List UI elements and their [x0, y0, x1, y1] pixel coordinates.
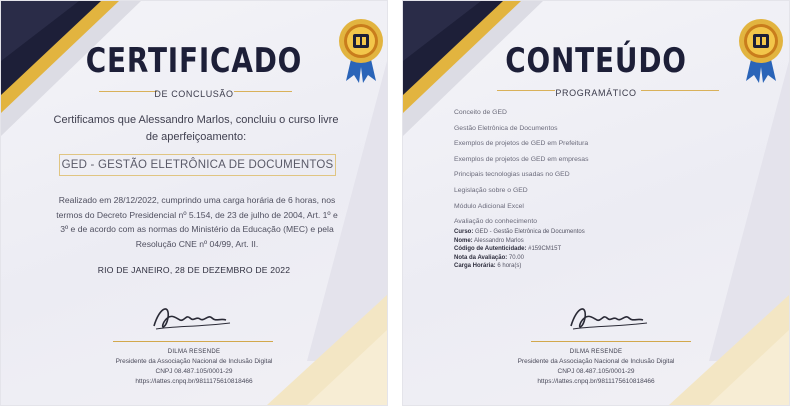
detail-value: Alessandro Marlos: [474, 237, 524, 244]
content-title: CONTEÚDO: [505, 41, 687, 81]
signer-role: Presidente da Associação Nacional de Inclusão Digital: [115, 358, 273, 365]
certificate-page: [0, 0, 388, 406]
certificate-title: CERTIFICADO: [85, 41, 303, 81]
signer-lattes-link: https://lattes.cnpq.br/9811175610818466: [537, 378, 655, 385]
certificate-footer: [1, 347, 387, 387]
content-subtitle: PROGRAMÁTICO: [555, 88, 637, 98]
detail-course: [454, 228, 585, 237]
list-item: Principais tecnologias usadas no GED: [454, 171, 570, 179]
certificate-subtitle-row: [1, 84, 387, 102]
list-item: Gestão Eletrônica de Documentos: [454, 124, 558, 132]
detail-label: Curso:: [454, 229, 474, 235]
detail-label: Nota da Avaliação:: [454, 254, 508, 261]
list-item: Legislação sobre o GED: [454, 186, 528, 194]
seal-badge-icon: [732, 17, 790, 83]
detail-label: Código de Autenticidade:: [454, 246, 527, 253]
certificate-body: [47, 193, 347, 251]
list-item: Exemplos de projetos de GED em Prefeitura: [454, 140, 589, 148]
certificate-intro: [41, 112, 351, 146]
detail-hours: [454, 262, 585, 271]
topic-list: [454, 105, 589, 230]
body-line-4: Resolução CNE nº 04/99, Art. II.: [135, 238, 259, 249]
certificate-subtitle: DE CONCLUSÃO: [154, 89, 234, 99]
list-item: Módulo Adicional Excel: [454, 202, 524, 210]
signer-role: Presidente da Associação Nacional de Inclusão Digital: [517, 358, 675, 365]
course-name-box: GED - GESTÃO ELETRÔNICA DE DOCUMENTOS: [59, 154, 336, 176]
signature-line: [113, 341, 273, 342]
detail-grade: [454, 254, 585, 263]
detail-value: 70.00: [508, 254, 524, 261]
signer-name: DILMA RESENDE: [569, 349, 623, 355]
content-subtitle-row: [403, 83, 789, 101]
list-item: Exemplos de projetos de GED em empresas: [454, 155, 589, 163]
body-line-1: Realizado em 28/12/2022, cumprindo uma carga horária de 6 horas, nos: [58, 195, 336, 205]
seal-badge-icon: [332, 17, 388, 83]
detail-label: Nome:: [454, 237, 473, 244]
signature-line: [531, 341, 691, 342]
body-line-2: termos do Decreto Presidencial nº 5.154, de 23 de julho de 2004, Art. 1º e: [56, 209, 338, 220]
content-footer: [403, 347, 789, 387]
subtitle-right-line: [234, 91, 292, 92]
signer-name: DILMA RESENDE: [167, 349, 221, 355]
list-item: Avaliação do conhecimento: [454, 218, 538, 226]
certificate-date: RIO DE JANEIRO, 28 DE DEZEMBRO DE 2022: [97, 265, 291, 275]
subtitle-right-line: [641, 90, 719, 91]
detail-code: [454, 245, 585, 254]
detail-value: GED - Gestão Eletrônica de Documentos: [475, 229, 585, 235]
signer-cnpj: CNPJ 08.487.105/0001-29: [557, 368, 635, 375]
detail-value: #159CM15T: [528, 246, 562, 253]
detail-name: [454, 237, 585, 246]
signature-icon: [563, 296, 653, 336]
list-item: Conceito de GED: [454, 109, 507, 116]
intro-line-1: Certificamos que Alessandro Marlos, concluiu o curso livre: [53, 114, 339, 126]
detail-label: Carga Horária:: [454, 263, 496, 270]
content-page: [402, 0, 790, 406]
course-details: [454, 228, 585, 271]
detail-value: 6 hora(s): [497, 263, 522, 270]
signer-cnpj: CNPJ 08.487.105/0001-29: [155, 368, 233, 375]
signature-icon: [146, 296, 236, 336]
body-line-3: 3º e de acordo com as normas do Ministério da Educação (MEC) e pela: [60, 224, 334, 234]
intro-line-2: de aperfeiçoamento:: [145, 131, 247, 143]
signer-lattes-link: https://lattes.cnpq.br/9811175610818466: [135, 378, 253, 385]
subtitle-left-line: [497, 90, 555, 91]
